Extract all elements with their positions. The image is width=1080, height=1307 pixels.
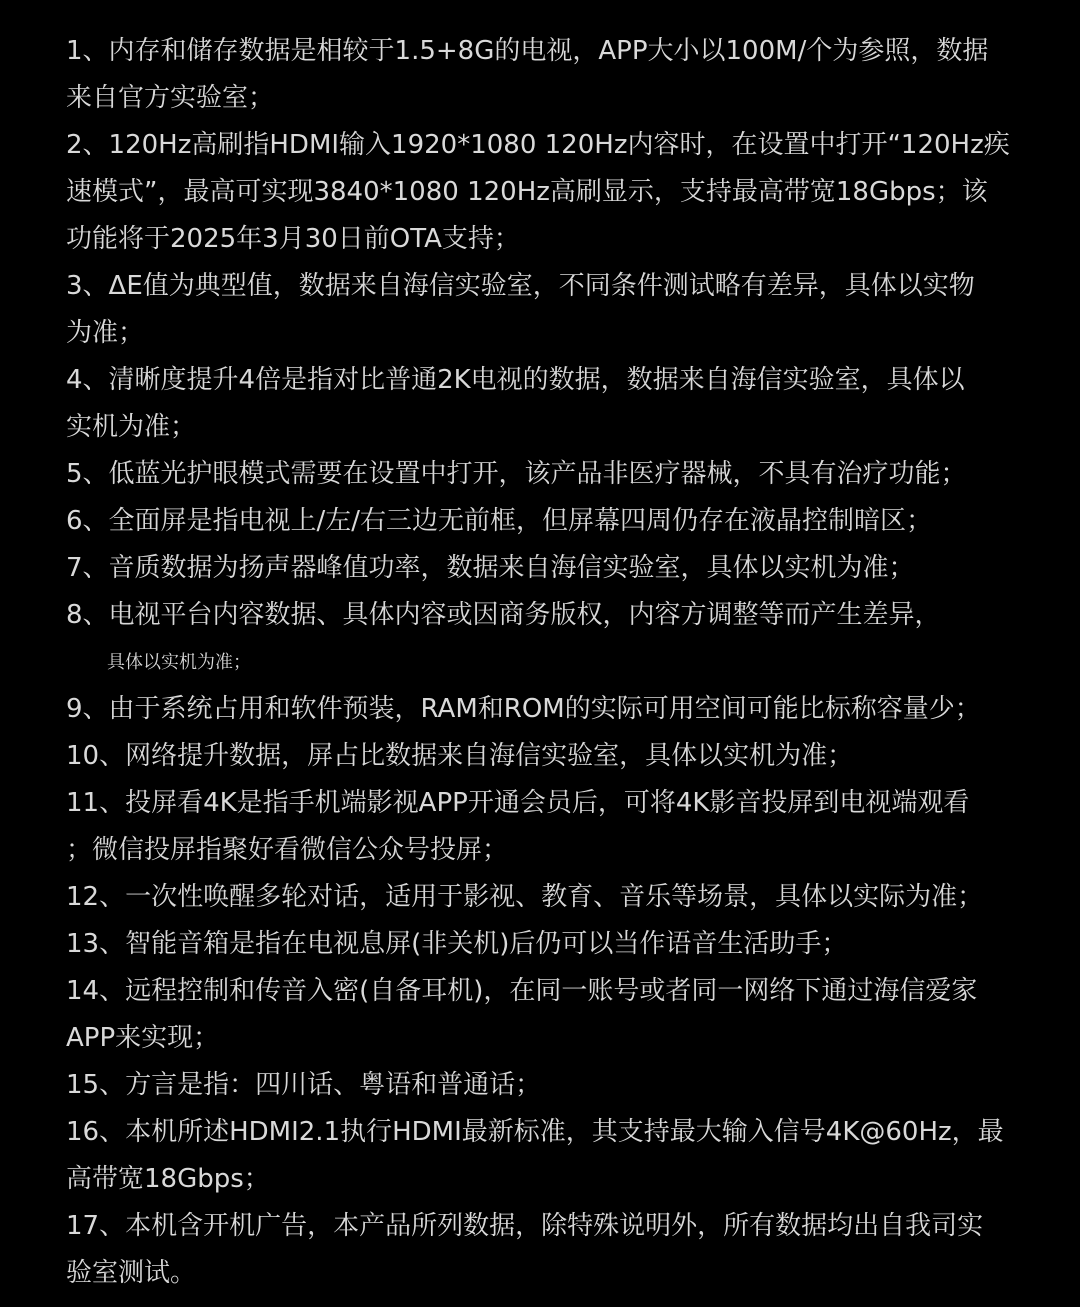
- note-line: 具体以实机为准；: [107, 652, 251, 673]
- note-item-15: [66, 1062, 1014, 1109]
- note-item-4: [66, 357, 1014, 451]
- note-line: 11、投屏看4K是指手机端影视APP开通会员后，可将4K影音投屏到电视端观看: [66, 788, 970, 818]
- note-line: 12、一次性唤醒多轮对话，适用于影视、教育、音乐等场景，具体以实际为准；: [66, 882, 984, 912]
- note-line: 速模式”，最高可实现3840*1080 120Hz高刷显示，支持最高带宽18Gbps；该: [66, 177, 988, 207]
- note-item-11: [66, 780, 1014, 874]
- note-item-10: [66, 733, 1014, 780]
- note-line: 1、内存和储存数据是相较于1.5+8G的电视，APP大小以100M/个为参照，数据: [66, 36, 989, 66]
- note-item-3: [66, 263, 1014, 357]
- note-line: 7、音质数据为扬声器峰值功率，数据来自海信实验室，具体以实机为准；: [66, 553, 915, 583]
- note-line: 9、由于系统占用和软件预装，RAM和ROM的实际可用空间可能比标称容量少；: [66, 694, 981, 724]
- note-line: 15、方言是指：四川话、粤语和普通话；: [66, 1070, 542, 1100]
- note-line: 3、ΔE值为典型值，数据来自海信实验室，不同条件测试略有差异，具体以实物: [66, 271, 975, 301]
- note-item-6: [66, 498, 1014, 545]
- note-item-9: [66, 686, 1014, 733]
- note-line: 4、清晰度提升4倍是指对比普通2K电视的数据，数据来自海信实验室，具体以: [66, 365, 965, 395]
- note-line: 16、本机所述HDMI2.1执行HDMI最新标准，其支持最大输入信号4K@60Hz，最: [66, 1117, 1004, 1147]
- note-line: ；微信投屏指聚好看微信公众号投屏；: [66, 835, 509, 865]
- note-item-14: [66, 968, 1014, 1062]
- note-line: 验室测试。: [66, 1258, 197, 1288]
- note-line: 高带宽18Gbps；: [66, 1164, 270, 1194]
- note-item-8: [66, 592, 1014, 686]
- note-line: 来自官方实验室；: [66, 83, 275, 113]
- note-item-1: [66, 28, 1014, 122]
- note-item-13: [66, 921, 1014, 968]
- note-line: 17、本机含开机广告，本产品所列数据，除特殊说明外，所有数据均出自我司实: [66, 1211, 984, 1241]
- note-line: 14、远程控制和传音入密(自备耳机)，在同一账号或者同一网络下通过海信爱家: [66, 976, 978, 1006]
- note-item-17: [66, 1203, 1014, 1297]
- note-line: 2、120Hz高刷指HDMI输入1920*1080 120Hz内容时，在设置中打开“120Hz疾: [66, 130, 1010, 160]
- note-item-7: [66, 545, 1014, 592]
- note-line: 6、全面屏是指电视上/左/右三边无前框，但屏幕四周仍存在液晶控制暗区；: [66, 506, 933, 536]
- note-item-16: [66, 1109, 1014, 1203]
- note-line: 8、电视平台内容数据、具体内容或因商务版权，内容方调整等而产生差异，: [66, 600, 941, 630]
- note-line: 实机为准；: [66, 412, 197, 442]
- note-line: 功能将于2025年3月30日前OTA支持；: [66, 224, 520, 254]
- note-line: 10、网络提升数据，屏占比数据来自海信实验室，具体以实机为准；: [66, 741, 854, 771]
- note-line: APP来实现；: [66, 1023, 220, 1053]
- note-line: 13、智能音箱是指在电视息屏(非关机)后仍可以当作语音生活助手；: [66, 929, 848, 959]
- note-item-2: [66, 122, 1014, 263]
- note-line: 5、低蓝光护眼模式需要在设置中打开，该产品非医疗器械，不具有治疗功能；: [66, 459, 967, 489]
- note-line: 为准；: [66, 318, 145, 348]
- note-item-12: [66, 874, 1014, 921]
- disclaimer-notes: [66, 28, 1014, 1297]
- note-item-5: [66, 451, 1014, 498]
